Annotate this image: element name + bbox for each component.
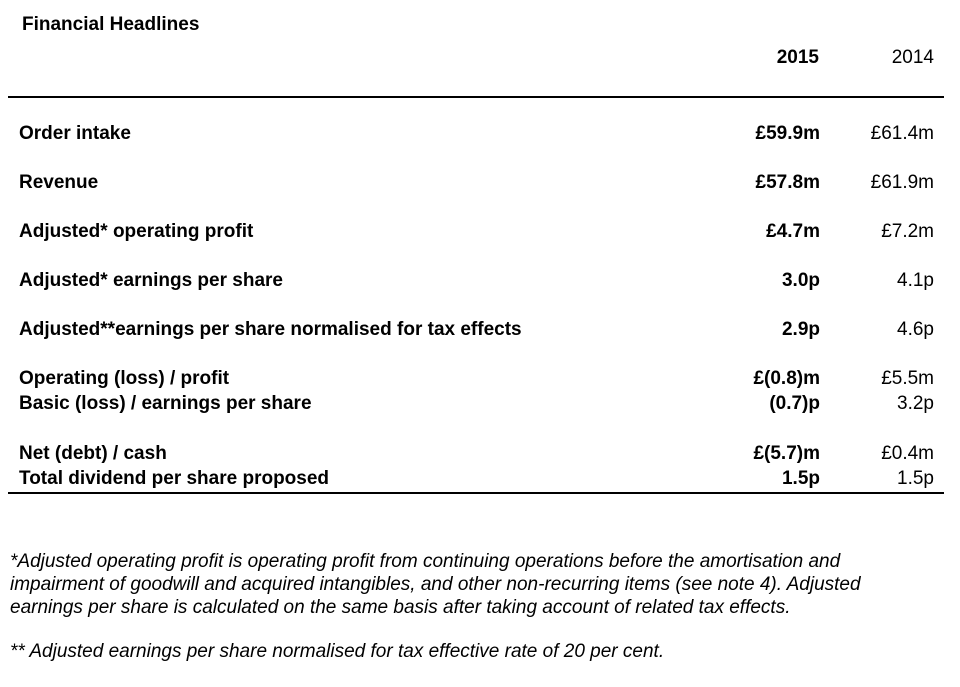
table-row-operating-profit [0, 368, 960, 392]
row-value-2015: £(5.7)m [753, 443, 820, 464]
table-row-order-intake [0, 123, 960, 147]
row-value-2014: 4.1p [897, 270, 934, 291]
row-value-2014: £61.4m [870, 123, 934, 144]
table-row-adjusted-eps [0, 270, 960, 294]
row-value-2015: 3.0p [781, 270, 820, 291]
row-value-2015: 2.9p [781, 319, 820, 340]
row-label: Revenue [19, 172, 99, 193]
row-value-2014: 4.6p [897, 319, 934, 340]
page-title: Financial Headlines [22, 14, 200, 35]
table-row-basic-eps [0, 393, 960, 417]
table-row-revenue [0, 172, 960, 196]
table-bottom-rule [8, 492, 944, 494]
table-row-adjusted-operating-profit [0, 221, 960, 245]
row-value-2015: 1.5p [781, 468, 820, 489]
row-value-2015: £4.7m [766, 221, 820, 242]
footnote-normalised: ** Adjusted earnings per share normalised for tax effective rate of 20 per cent. [10, 641, 665, 662]
row-value-2014: £61.9m [870, 172, 934, 193]
row-label: Adjusted**earnings per share normalised for tax effects [19, 319, 522, 340]
row-label: Adjusted* operating profit [19, 221, 254, 242]
row-value-2015: £59.9m [755, 123, 820, 144]
table-row-dividend [0, 468, 960, 492]
row-label: Order intake [19, 123, 131, 144]
row-value-2014: 3.2p [897, 393, 934, 414]
row-value-2014: £7.2m [881, 221, 934, 242]
column-header-2015: 2015 [776, 47, 819, 68]
row-value-2015: (0.7)p [769, 393, 820, 414]
row-label: Operating (loss) / profit [19, 368, 230, 389]
footnote-line: *Adjusted operating profit is operating profit from continuing operations before the amortisation and [10, 551, 841, 572]
footnote-line: impairment of goodwill and acquired intangibles, and other non-recurring items (see note 4). Adjusted [10, 574, 861, 595]
row-value-2015: £57.8m [755, 172, 820, 193]
row-label: Net (debt) / cash [19, 443, 167, 464]
table-row-adjusted-eps-normalised [0, 319, 960, 343]
table-top-rule [8, 96, 944, 98]
table-row-net-cash [0, 443, 960, 467]
row-value-2014: 1.5p [897, 468, 934, 489]
footnote-line: earnings per share is calculated on the same basis after taking account of related tax effects. [10, 597, 791, 618]
column-header-2014: 2014 [891, 47, 934, 68]
row-value-2014: £5.5m [881, 368, 934, 389]
row-label: Adjusted* earnings per share [19, 270, 283, 291]
row-label: Total dividend per share proposed [19, 468, 330, 489]
row-value-2015: £(0.8)m [753, 368, 820, 389]
footnote-adjusted [10, 550, 940, 619]
row-label: Basic (loss) / earnings per share [19, 393, 312, 414]
row-value-2014: £0.4m [881, 443, 934, 464]
